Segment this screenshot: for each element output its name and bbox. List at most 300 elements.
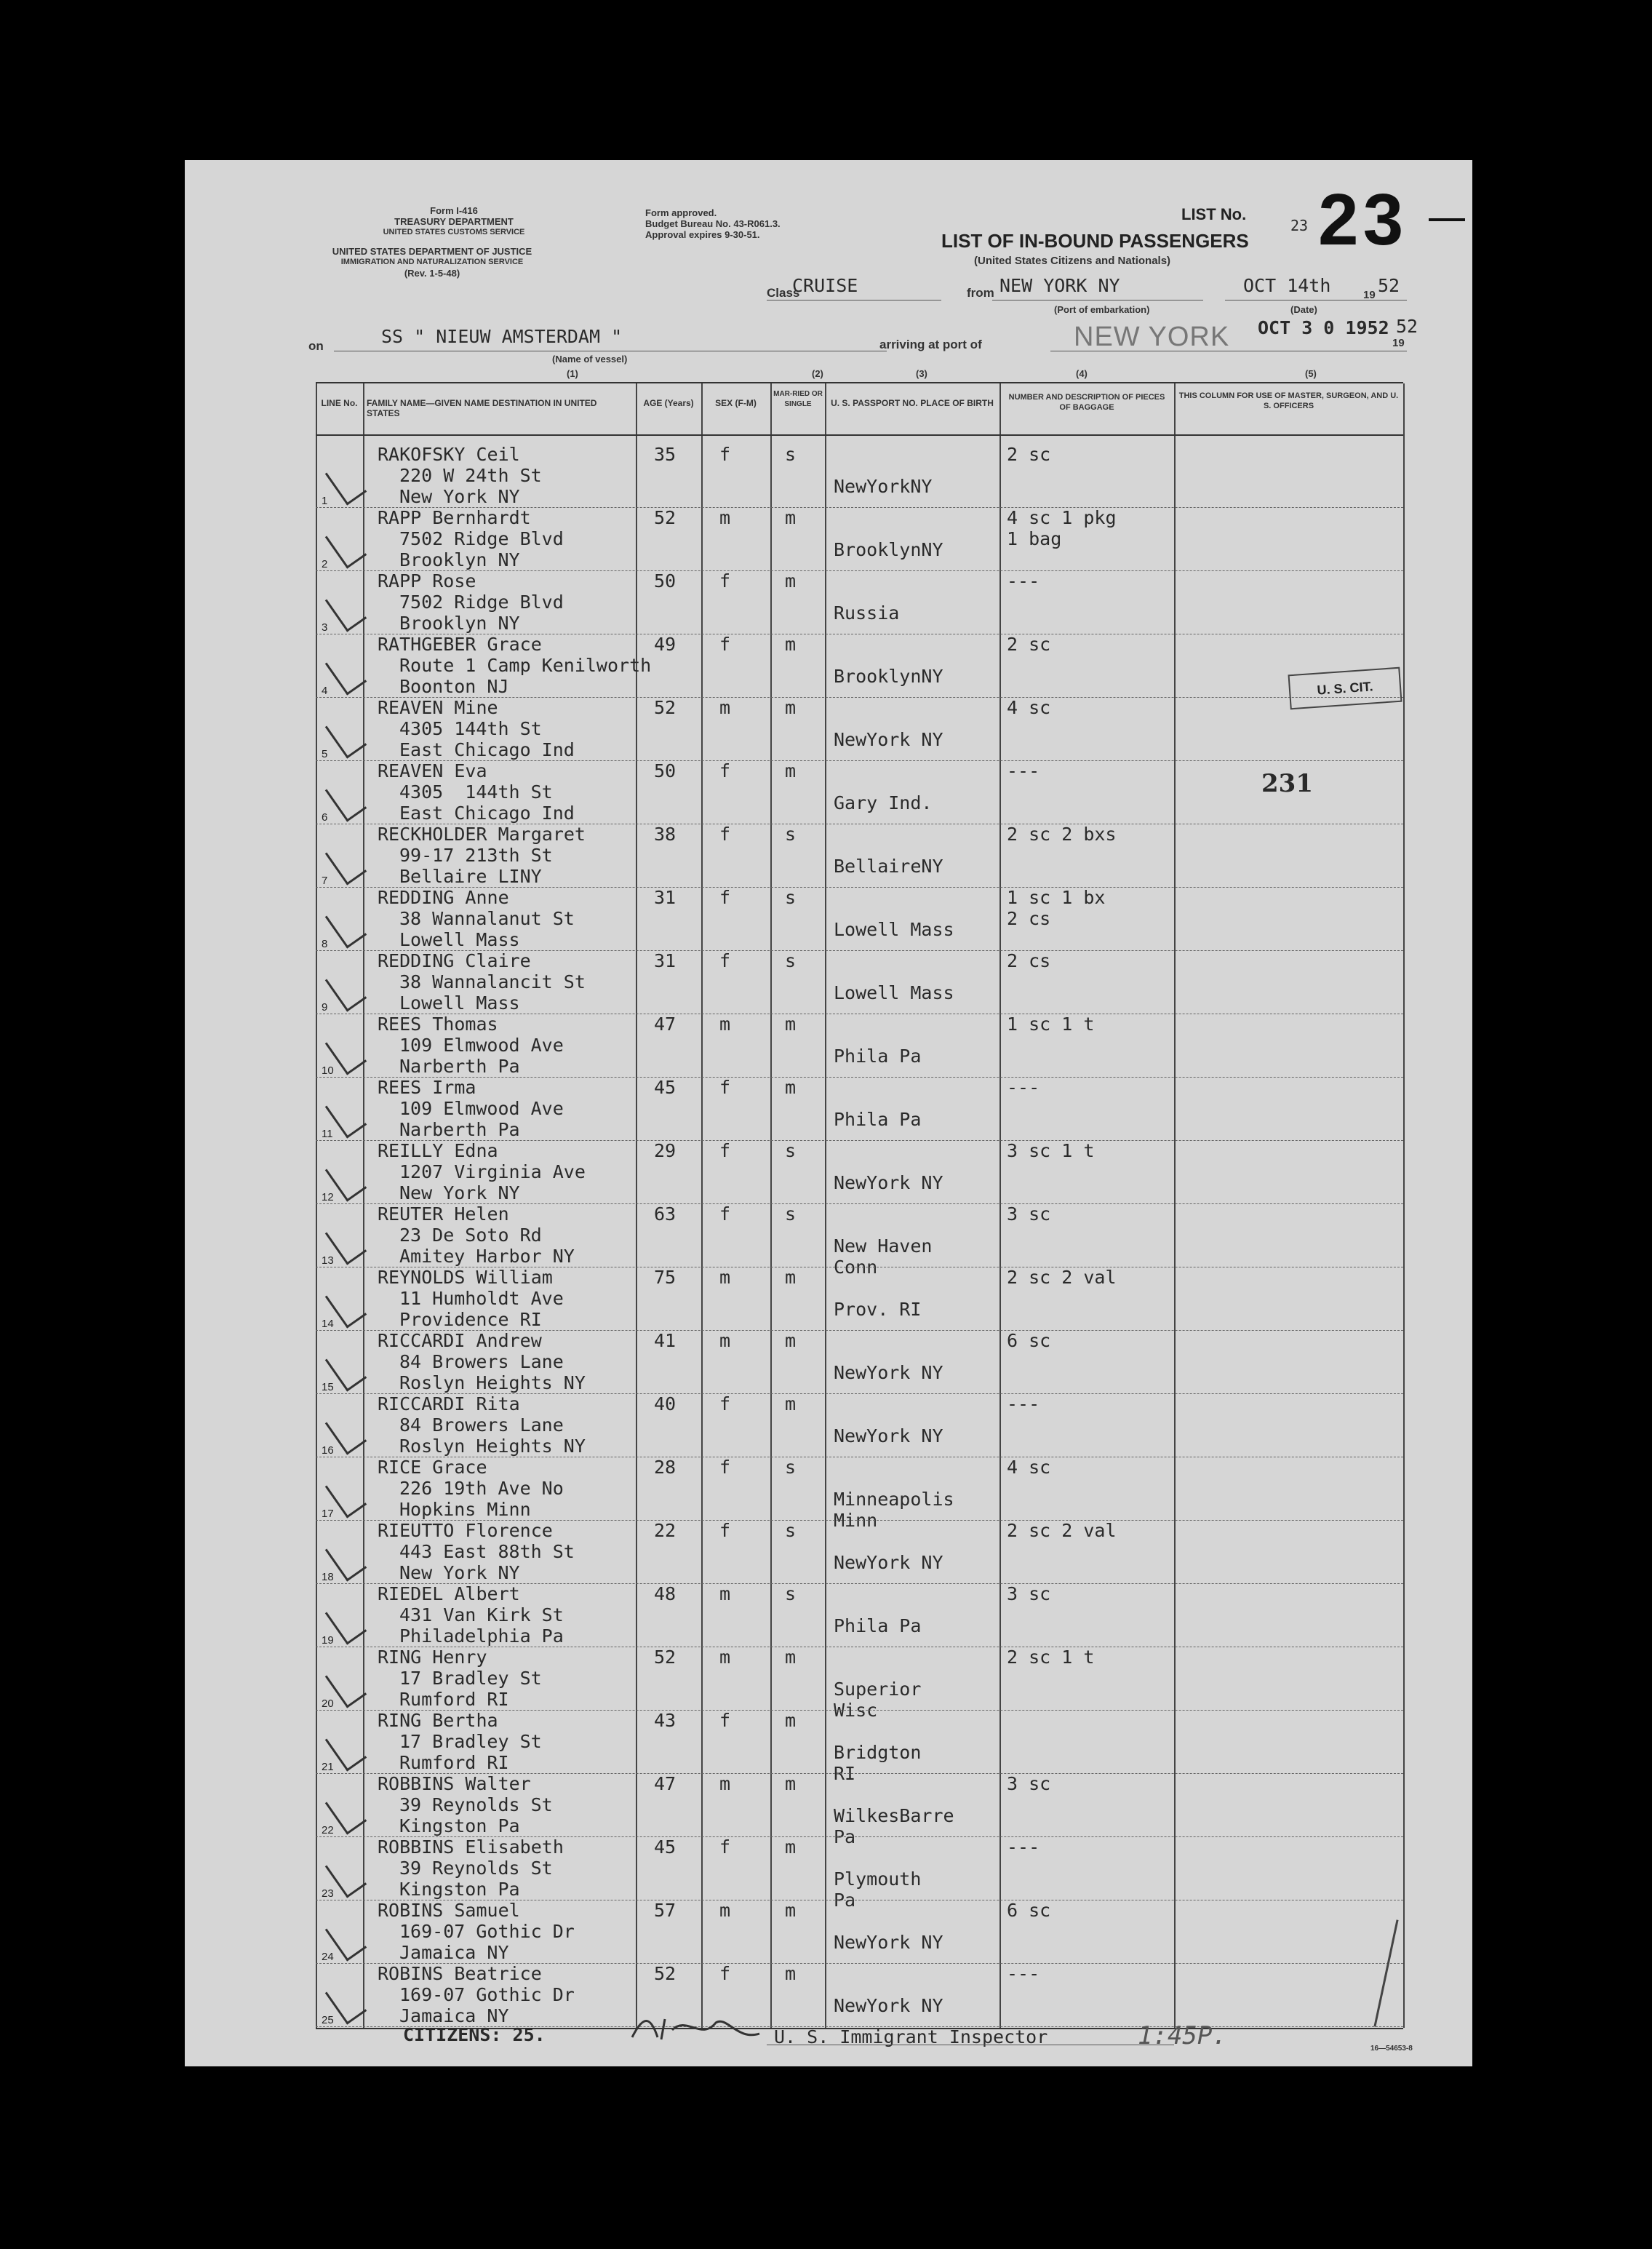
passenger-name: ROBINS Beatrice	[378, 1963, 542, 1984]
address-line-1: 11 Humholdt Ave	[399, 1288, 564, 1309]
from-value: NEW YORK NY	[999, 275, 1120, 296]
inspector-label: U. S. Immigrant Inspector	[774, 2026, 1048, 2047]
passenger-age: 31	[654, 887, 677, 908]
line-number: 13	[322, 1254, 334, 1267]
dept-ins: IMMIGRATION AND NATURALIZATION SERVICE	[340, 258, 524, 266]
table-row	[316, 1332, 1403, 1395]
marital-status: s	[785, 1457, 797, 1478]
class-label: Class	[767, 286, 800, 300]
line-number: 1	[322, 495, 328, 507]
address-line-2: Lowell Mass	[399, 992, 520, 1014]
table-border	[1403, 383, 1405, 2028]
col-header-married: MAR-RIED OR SINGLE	[773, 390, 823, 408]
signature-time: 1:45P.	[1138, 2021, 1227, 2050]
marital-status: m	[785, 1014, 797, 1035]
col-header-officers: THIS COLUMN FOR USE OF MASTER, SURGEON, AND U. S. OFFICERS	[1178, 391, 1399, 410]
marital-status: m	[785, 1647, 797, 1668]
port-embark-label: (Port of embarkation)	[1054, 304, 1150, 315]
vessel-label: (Name of vessel)	[552, 354, 628, 365]
line-number: 16	[322, 1444, 334, 1457]
place-of-birth: Prov. RI	[834, 1299, 922, 1320]
baggage-description: 2 cs	[1007, 950, 1051, 971]
passenger-name: REYNOLDS William	[378, 1267, 553, 1288]
address-line-2: Providence RI	[399, 1309, 542, 1330]
passenger-age: 63	[654, 1203, 677, 1225]
arriving-label: arriving at port of	[879, 338, 982, 351]
signature-scribble	[629, 2012, 767, 2041]
marital-status: m	[785, 1900, 797, 1921]
baggage-description: ---	[1007, 1077, 1040, 1098]
list-no-strike	[1429, 218, 1465, 221]
check-mark	[325, 713, 367, 758]
marital-status: m	[785, 1836, 797, 1858]
col-header-age: AGE (Years)	[643, 398, 694, 408]
line-number: 14	[322, 1318, 334, 1330]
vessel-name: SS " NIEUW AMSTERDAM "	[381, 326, 623, 347]
address-line-1: 109 Elmwood Ave	[399, 1035, 564, 1056]
baggage-description: 2 sc 1 t	[1007, 1647, 1095, 1668]
passenger-sex: m	[719, 1773, 731, 1794]
row-rule	[316, 570, 1403, 571]
passenger-name: RAPP Rose	[378, 570, 476, 592]
passenger-name: REES Thomas	[378, 1014, 498, 1035]
place-of-birth: NewYork NY	[834, 729, 943, 750]
line-number: 9	[322, 1001, 328, 1014]
baggage-description: 6 sc	[1007, 1330, 1051, 1351]
place-of-birth: Plymouth Pa	[834, 1868, 922, 1911]
baggage-description: 2 sc 2 val	[1007, 1267, 1117, 1288]
form-header-left	[374, 205, 534, 238]
line-number: 15	[322, 1381, 334, 1393]
passenger-sex: f	[719, 1077, 731, 1098]
passenger-age: 40	[654, 1393, 677, 1414]
address-line-1: 4305 144th St	[399, 718, 542, 739]
date-year-prefix: 19	[1363, 289, 1376, 301]
approval-line-2: Budget Bureau No. 43-R061.3.	[645, 218, 781, 229]
line-number: 21	[322, 1761, 334, 1773]
marital-status: s	[785, 1203, 797, 1225]
place-of-birth: NewYork NY	[834, 1552, 943, 1573]
address-line-2: Bellaire LINY	[399, 866, 542, 887]
approval-line-1: Form approved.	[645, 207, 717, 218]
place-of-birth: Phila Pa	[834, 1046, 922, 1067]
passenger-age: 45	[654, 1077, 677, 1098]
marital-status: m	[785, 507, 797, 528]
passenger-name: RING Henry	[378, 1647, 487, 1668]
address-line-2: New York NY	[399, 486, 520, 507]
place-of-birth: Gary Ind.	[834, 792, 933, 813]
passenger-name: REAVEN Mine	[378, 697, 498, 718]
place-of-birth: NewYork NY	[834, 1932, 943, 1953]
table-row	[316, 952, 1403, 1015]
place-of-birth: BellaireNY	[834, 856, 943, 877]
marital-status: s	[785, 1140, 797, 1161]
address-line-2: Roslyn Heights NY	[399, 1436, 586, 1457]
table-row	[316, 572, 1403, 635]
on-label: on	[308, 339, 324, 353]
passenger-age: 29	[654, 1140, 677, 1161]
form-title: LIST OF IN-BOUND PASSENGERS	[941, 230, 1249, 252]
col-header-passport: U. S. PASSPORT NO. PLACE OF BIRTH	[831, 398, 994, 408]
address-line-1: 220 W 24th St	[399, 465, 542, 486]
date-label: (Date)	[1290, 304, 1317, 315]
table-row	[316, 1585, 1403, 1648]
marital-status: s	[785, 824, 797, 845]
baggage-description: 2 sc	[1007, 634, 1051, 655]
passenger-sex: f	[719, 1520, 731, 1541]
passenger-age: 48	[654, 1583, 677, 1604]
address-line-1: 7502 Ridge Blvd	[399, 592, 564, 613]
col-header-line: LINE No.	[321, 398, 358, 408]
address-line-2: Kingston Pa	[399, 1879, 520, 1900]
place-of-birth: NewYork NY	[834, 1425, 943, 1446]
place-of-birth: NewYork NY	[834, 1362, 943, 1383]
passenger-name: ROBBINS Elisabeth	[378, 1836, 564, 1858]
passenger-sex: m	[719, 1267, 731, 1288]
table-row	[316, 1078, 1403, 1142]
passenger-sex: m	[719, 697, 731, 718]
place-of-birth: BrooklynNY	[834, 666, 943, 687]
baggage-description: ---	[1007, 1836, 1040, 1858]
passenger-age: 41	[654, 1330, 677, 1351]
place-of-birth: Minneapolis Minn	[834, 1489, 954, 1531]
passenger-sex: m	[719, 1900, 731, 1921]
marital-status: s	[785, 1520, 797, 1541]
address-line-2: East Chicago Ind	[399, 739, 575, 760]
passenger-age: 47	[654, 1014, 677, 1035]
baggage-description: 2 sc 2 val	[1007, 1520, 1117, 1541]
passenger-age: 28	[654, 1457, 677, 1478]
address-line-2: New York NY	[399, 1562, 520, 1583]
address-line-1: 1207 Virginia Ave	[399, 1161, 586, 1182]
check-mark	[325, 776, 367, 821]
passenger-age: 35	[654, 444, 677, 465]
baggage-description: 3 sc	[1007, 1203, 1051, 1225]
baggage-description: 3 sc	[1007, 1583, 1051, 1604]
col-num-5: (5)	[1305, 368, 1317, 379]
line-number: 6	[322, 811, 328, 824]
form-revision: (Rev. 1-5-48)	[404, 268, 460, 279]
list-no-label: LIST No.	[1181, 205, 1247, 223]
marital-status: s	[785, 950, 797, 971]
address-line-2: Kingston Pa	[399, 1815, 520, 1836]
marital-status: m	[785, 1963, 797, 1984]
table-row	[316, 1015, 1403, 1078]
marital-status: m	[785, 634, 797, 655]
baggage-description: ---	[1007, 570, 1040, 592]
marital-status: m	[785, 1267, 797, 1288]
marital-status: s	[785, 1583, 797, 1604]
passenger-age: 75	[654, 1267, 677, 1288]
passenger-name: ROBINS Samuel	[378, 1900, 520, 1921]
passenger-name: RAPP Bernhardt	[378, 507, 531, 528]
line-number: 23	[322, 1887, 334, 1900]
check-mark	[325, 586, 367, 632]
passenger-name: REILLY Edna	[378, 1140, 498, 1161]
line-number: 2	[322, 558, 328, 570]
address-line-1: 84 Browers Lane	[399, 1414, 564, 1436]
address-line-1: 38 Wannalancit St	[399, 971, 586, 992]
address-line-2: Roslyn Heights NY	[399, 1372, 586, 1393]
table-row	[316, 1395, 1403, 1458]
table-row	[316, 1142, 1403, 1205]
passenger-sex: f	[719, 1963, 731, 1984]
approval-line-3: Approval expires 9-30-51.	[645, 229, 760, 240]
table-row	[316, 888, 1403, 952]
check-mark	[325, 840, 367, 885]
address-line-1: 109 Elmwood Ave	[399, 1098, 564, 1119]
address-line-2: Narberth Pa	[399, 1119, 520, 1140]
passenger-age: 22	[654, 1520, 677, 1541]
baggage-description: 3 sc	[1007, 1773, 1051, 1794]
passenger-age: 52	[654, 1647, 677, 1668]
passenger-sex: f	[719, 1710, 731, 1731]
passenger-sex: f	[719, 1140, 731, 1161]
check-mark	[325, 650, 367, 695]
passenger-sex: f	[719, 1836, 731, 1858]
passenger-name: RIEUTTO Florence	[378, 1520, 553, 1541]
address-line-2: Brooklyn NY	[399, 613, 520, 634]
passenger-name: REDDING Anne	[378, 887, 509, 908]
place-of-birth: NewYork NY	[834, 1995, 943, 2016]
marital-status: m	[785, 1393, 797, 1414]
place-of-birth: Superior Wisc	[834, 1679, 922, 1721]
officer-note: 231	[1261, 769, 1313, 798]
arrival-year: 52	[1396, 316, 1418, 337]
baggage-description: 3 sc 1 t	[1007, 1140, 1095, 1161]
passenger-sex: m	[719, 507, 731, 528]
passenger-name: RIEDEL Albert	[378, 1583, 520, 1604]
address-line-1: 38 Wannalanut St	[399, 908, 575, 929]
passenger-sex: f	[719, 444, 731, 465]
passenger-sex: f	[719, 760, 731, 781]
address-line-2: Philadelphia Pa	[399, 1625, 564, 1647]
table-row	[316, 445, 1403, 509]
place-of-birth: NewYork NY	[834, 1172, 943, 1193]
address-line-2: Jamaica NY	[399, 2005, 509, 2026]
dept-customs: UNITED STATES CUSTOMS SERVICE	[383, 228, 525, 236]
manifest-page	[185, 160, 1472, 2066]
address-line-2: Narberth Pa	[399, 1056, 520, 1077]
address-line-2: Jamaica NY	[399, 1942, 509, 1963]
baggage-description: 4 sc	[1007, 1457, 1051, 1478]
table-row	[316, 1521, 1403, 1585]
passenger-name: REDDING Claire	[378, 950, 531, 971]
passenger-sex: f	[719, 634, 731, 655]
address-line-1: 169-07 Gothic Dr	[399, 1921, 575, 1942]
line-number: 17	[322, 1508, 334, 1520]
arrival-date-stamp: OCT 3 0 1952	[1258, 317, 1389, 338]
passenger-age: 52	[654, 697, 677, 718]
address-line-1: 39 Reynolds St	[399, 1858, 553, 1879]
dept-treasury: TREASURY DEPARTMENT	[394, 216, 514, 227]
passenger-age: 50	[654, 570, 677, 592]
passenger-age: 43	[654, 1710, 677, 1731]
passenger-name: RAKOFSKY Ceil	[378, 444, 520, 465]
place-of-birth: New Haven Conn	[834, 1235, 933, 1278]
passenger-sex: f	[719, 887, 731, 908]
line-number: 18	[322, 1571, 334, 1583]
inspector-signature	[629, 2012, 767, 2041]
table-row	[316, 825, 1403, 888]
arrival-port-stamp: NEW YORK	[1074, 322, 1230, 352]
line-number: 8	[322, 938, 328, 950]
print-code: 16—54653-8	[1370, 2045, 1413, 2053]
address-line-1: 7502 Ridge Blvd	[399, 528, 564, 549]
date-value: OCT 14th	[1243, 275, 1331, 296]
place-of-birth: WilkesBarre Pa	[834, 1805, 954, 1847]
place-of-birth: Phila Pa	[834, 1109, 922, 1130]
passenger-name: ROBBINS Walter	[378, 1773, 531, 1794]
col-header-name: FAMILY NAME—GIVEN NAME DESTINATION IN UNITED STATES	[367, 398, 597, 418]
passenger-name: RING Bertha	[378, 1710, 498, 1731]
passenger-age: 57	[654, 1900, 677, 1921]
passenger-sex: f	[719, 950, 731, 971]
address-line-1: 84 Browers Lane	[399, 1351, 564, 1372]
form-subtitle: (United States Citizens and Nationals)	[974, 255, 1171, 267]
baggage-description: ---	[1007, 760, 1040, 781]
passenger-age: 31	[654, 950, 677, 971]
class-value: CRUISE	[792, 275, 858, 296]
baggage-description: ---	[1007, 1393, 1040, 1414]
address-line-2: Rumford RI	[399, 1752, 509, 1773]
table-row	[316, 698, 1403, 762]
col-num-4: (4)	[1076, 368, 1088, 379]
line-number: 12	[322, 1191, 334, 1203]
from-label: from	[967, 286, 994, 300]
place-of-birth: Phila Pa	[834, 1615, 922, 1636]
line-number: 19	[322, 1634, 334, 1647]
address-line-1: 99-17 213th St	[399, 845, 553, 866]
passenger-sex: f	[719, 1457, 731, 1478]
passenger-sex: m	[719, 1647, 731, 1668]
line-number: 22	[322, 1824, 334, 1836]
place-of-birth: Russia	[834, 602, 900, 624]
passenger-age: 50	[654, 760, 677, 781]
marital-status: m	[785, 697, 797, 718]
baggage-description: 4 sc 1 pkg 1 bag	[1007, 507, 1117, 549]
address-line-1: 23 De Soto Rd	[399, 1225, 542, 1246]
passenger-name: RATHGEBER Grace	[378, 634, 542, 655]
col-num-1: (1)	[567, 368, 578, 379]
passenger-name: REUTER Helen	[378, 1203, 509, 1225]
address-line-1: 443 East 88th St	[399, 1541, 575, 1562]
passenger-age: 47	[654, 1773, 677, 1794]
address-line-2: Brooklyn NY	[399, 549, 520, 570]
line-number: 4	[322, 685, 328, 697]
passenger-age: 52	[654, 1963, 677, 1984]
check-mark	[325, 523, 367, 568]
passenger-table	[316, 382, 1403, 2029]
col-num-2: (2)	[812, 368, 823, 379]
marital-status: s	[785, 444, 797, 465]
line-number: 11	[322, 1128, 333, 1140]
address-line-1: 4305 144th St	[399, 781, 553, 803]
marital-status: m	[785, 760, 797, 781]
baggage-description: 2 sc 2 bxs	[1007, 824, 1117, 845]
passenger-age: 45	[654, 1836, 677, 1858]
address-line-1: 169-07 Gothic Dr	[399, 1984, 575, 2005]
row-rule	[316, 1077, 1403, 1078]
passenger-sex: f	[719, 1203, 731, 1225]
place-of-birth: BrooklynNY	[834, 539, 943, 560]
line-number: 10	[322, 1064, 334, 1077]
baggage-description: 1 sc 1 bx 2 cs	[1007, 887, 1106, 929]
line-number: 3	[322, 621, 328, 634]
table-row	[316, 762, 1403, 825]
col-num-3: (3)	[916, 368, 927, 379]
address-line-2: Lowell Mass	[399, 929, 520, 950]
line-number: 24	[322, 1951, 334, 1963]
baggage-description: 1 sc 1 t	[1007, 1014, 1095, 1035]
address-line-2: East Chicago Ind	[399, 803, 575, 824]
passenger-sex: f	[719, 824, 731, 845]
address-line-1: 431 Van Kirk St	[399, 1604, 564, 1625]
passenger-name: RICCARDI Andrew	[378, 1330, 542, 1351]
passenger-name: RICE Grace	[378, 1457, 487, 1478]
passenger-sex: m	[719, 1583, 731, 1604]
date-year: 52	[1378, 275, 1400, 296]
citizens-count: CITIZENS: 25.	[403, 2024, 546, 2045]
col-header-sex: SEX (F-M)	[715, 398, 757, 408]
address-line-2: New York NY	[399, 1182, 520, 1203]
place-of-birth: NewYorkNY	[834, 476, 933, 497]
us-citizen-stamp: U. S. CIT.	[1288, 667, 1402, 710]
baggage-description: ---	[1007, 1963, 1040, 1984]
place-of-birth: Bridgton RI	[834, 1742, 922, 1784]
baggage-description: 2 sc	[1007, 444, 1051, 465]
header-rule	[316, 434, 1403, 436]
check-mark	[325, 460, 367, 505]
form-header-justice	[308, 246, 556, 279]
line-number: 7	[322, 875, 328, 887]
marital-status: s	[785, 887, 797, 908]
marital-status: m	[785, 570, 797, 592]
address-line-1: 17 Bradley St	[399, 1668, 542, 1689]
passenger-sex: m	[719, 1014, 731, 1035]
passenger-name: REAVEN Eva	[378, 760, 487, 781]
arrival-year-prefix: 19	[1392, 337, 1405, 349]
passenger-name: RECKHOLDER Margaret	[378, 824, 586, 845]
passenger-name: RICCARDI Rita	[378, 1393, 520, 1414]
place-of-birth: Lowell Mass	[834, 919, 954, 940]
dept-justice: UNITED STATES DEPARTMENT OF JUSTICE	[332, 246, 532, 257]
baggage-description: 4 sc	[1007, 697, 1051, 718]
passenger-name: REES Irma	[378, 1077, 476, 1098]
passenger-sex: f	[719, 1393, 731, 1414]
list-no-small: 23	[1290, 217, 1309, 234]
table-row	[316, 1268, 1403, 1332]
list-no-big: 23	[1318, 179, 1408, 260]
marital-status: m	[785, 1710, 797, 1731]
address-line-1: 226 19th Ave No	[399, 1478, 564, 1499]
table-row	[316, 1901, 1403, 1965]
check-mark	[325, 903, 367, 948]
form-number: Form I-416	[430, 205, 478, 216]
place-of-birth: Lowell Mass	[834, 982, 954, 1003]
line-number: 25	[322, 2014, 334, 2026]
line-number: 5	[322, 748, 328, 760]
check-mark	[325, 966, 367, 1011]
approval-block	[645, 207, 781, 240]
table-row	[316, 635, 1403, 698]
passenger-age: 38	[654, 824, 677, 845]
address-line-2: Amitey Harbor NY	[399, 1246, 575, 1267]
passenger-age: 52	[654, 507, 677, 528]
col-header-baggage: NUMBER AND DESCRIPTION OF PIECES OF BAGGAGE	[1008, 393, 1165, 412]
address-line-1: 17 Bradley St	[399, 1731, 542, 1752]
passenger-sex: f	[719, 570, 731, 592]
